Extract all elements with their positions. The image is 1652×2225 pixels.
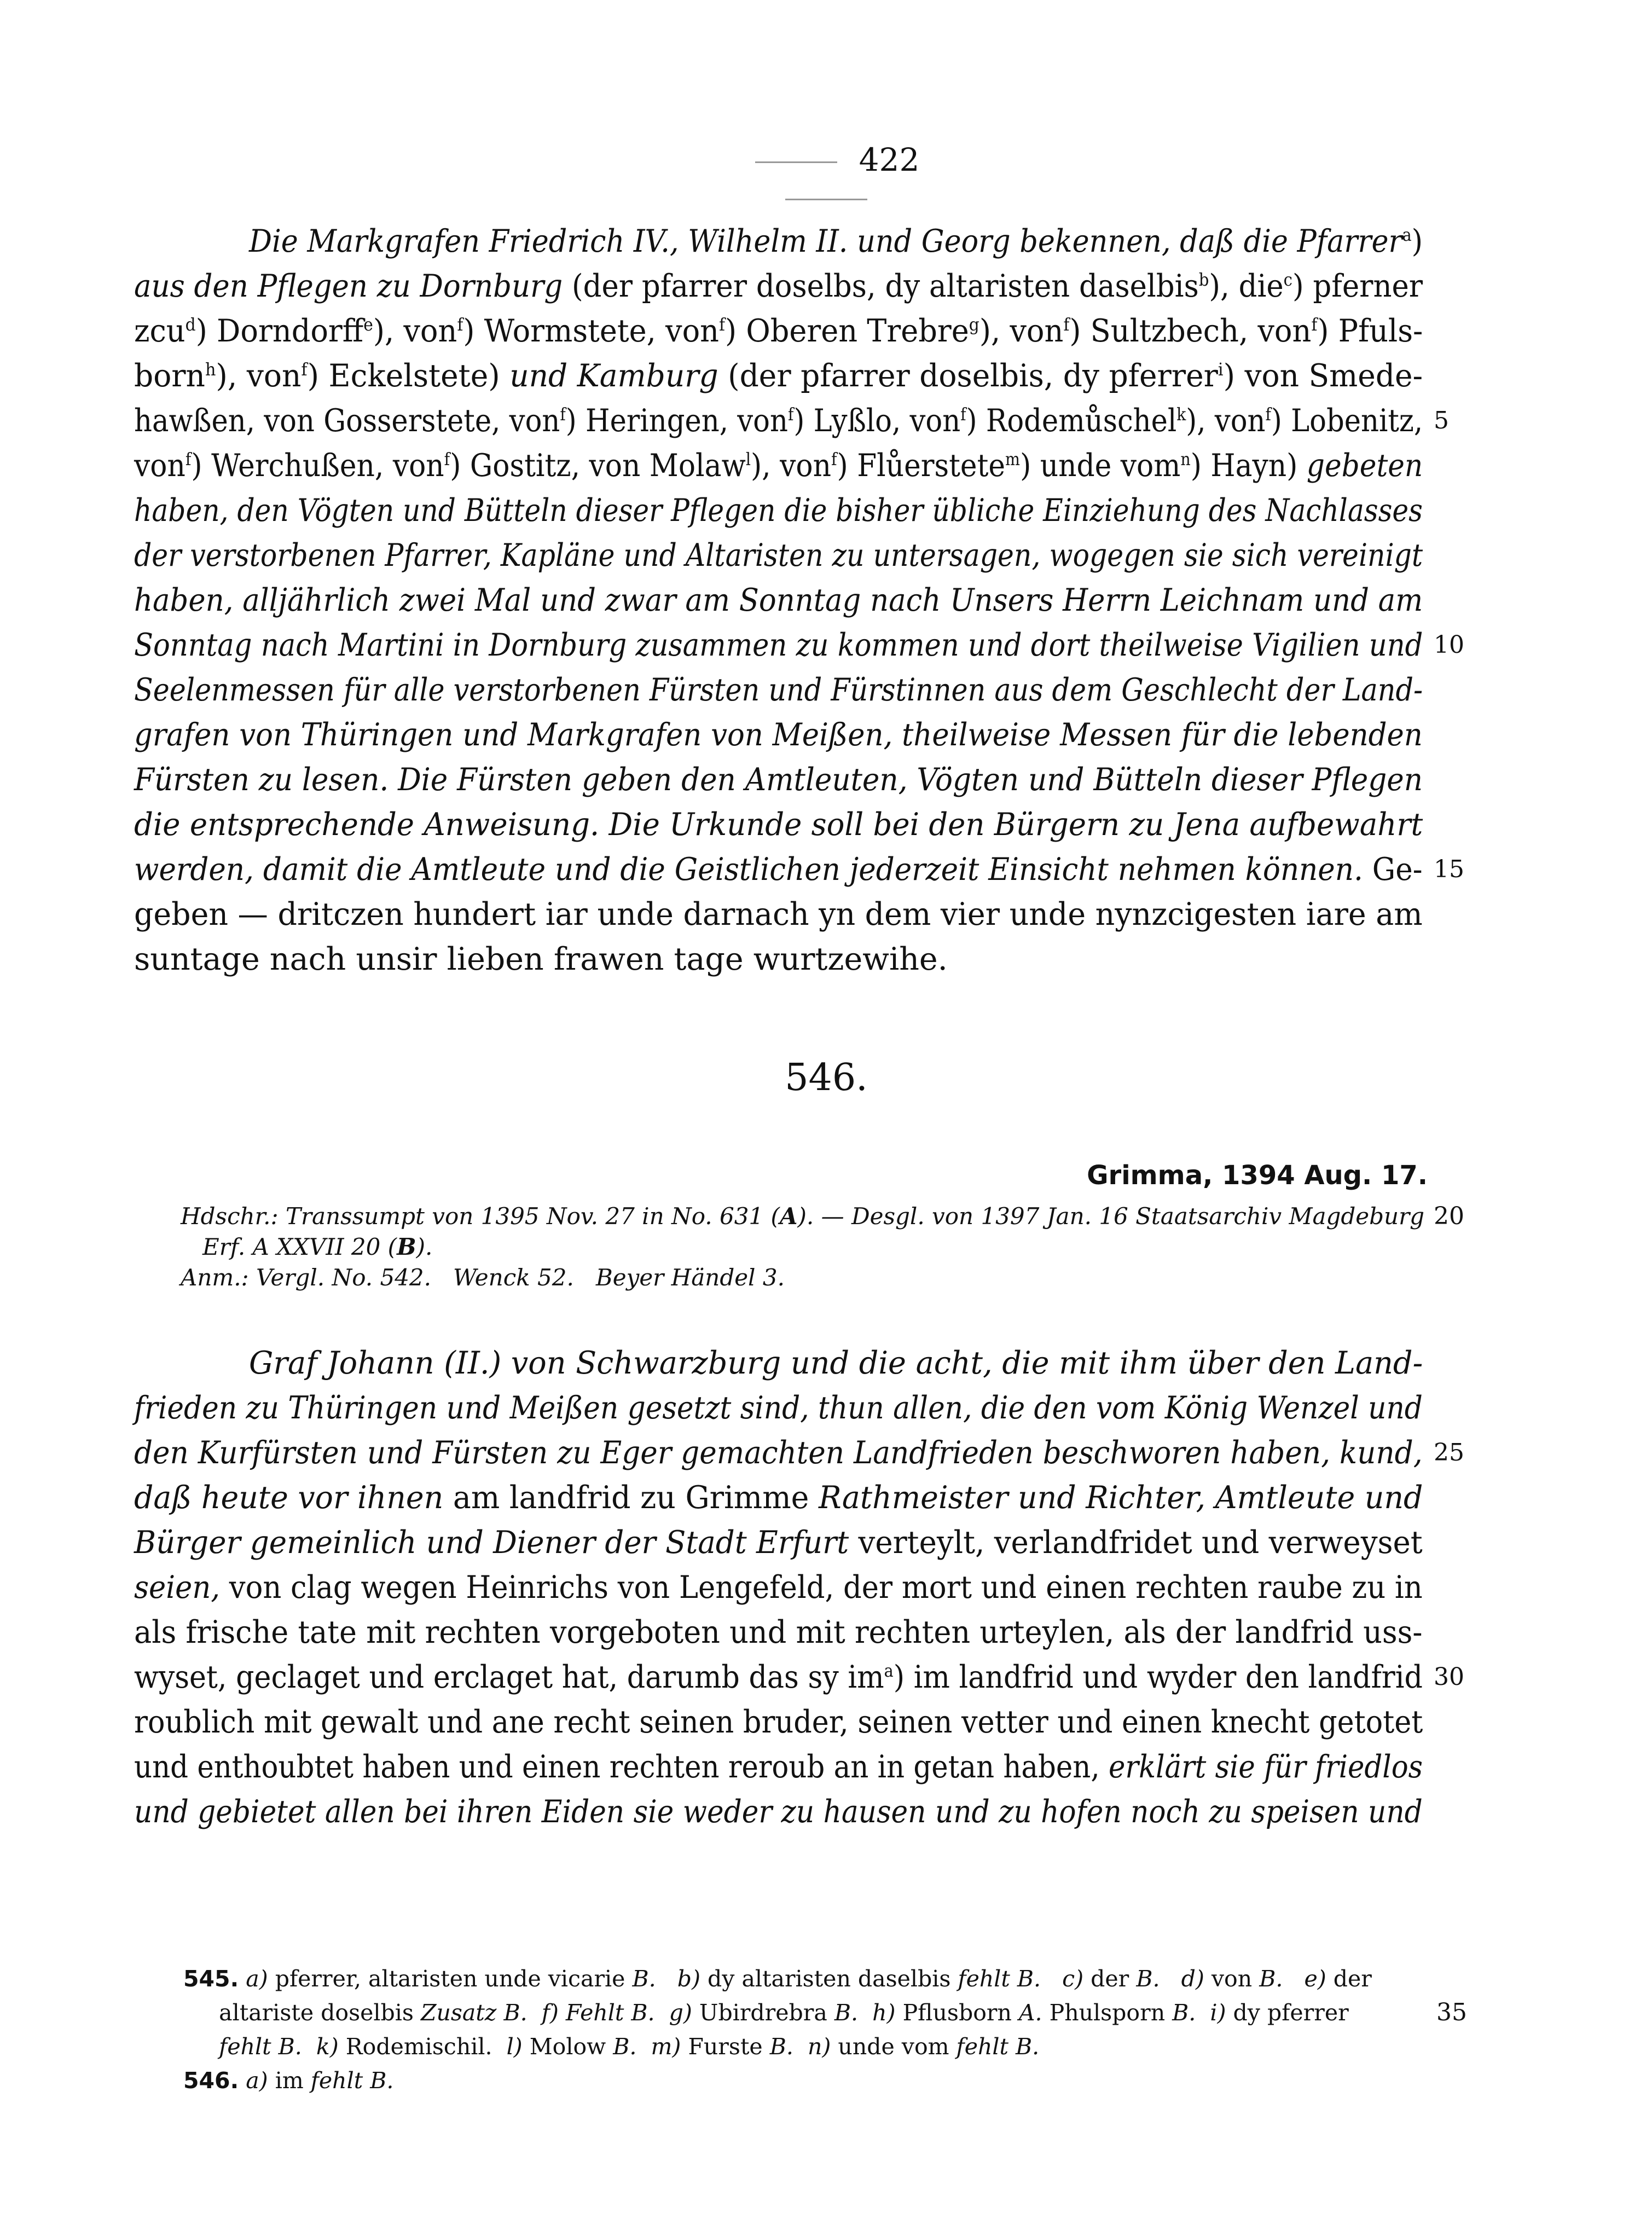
text-line: Die Markgrafen Friedrich IV., Wilhelm II. und Georg bekennen, daß die Pfarrer$^a$) [249, 223, 1423, 259]
text-line: born$^h$), von$^f$) Eckelstete) und Kamburg (der pfarrer doselbis, dy pferrer$^i$) von Smede- [134, 358, 1423, 394]
text-line: zcu$^d$) Dorndorff$^e$), von$^f$) Wormstete, von$^f$) Oberen Trebre$^g$), von$^f$) Sultzbech, von$^f$) Pfuls- [134, 313, 1423, 349]
text-line: der verstorbenen Pfarrer, Kapläne und Altaristen zu untersagen, wogegen sie sich vereinigt [134, 537, 1423, 573]
text-line: wyset, geclaget und erclaget hat, darumb das sy $im^a$) im landfrid und wyder den landfrid 30 [134, 1655, 1425, 1700]
text-line: aus den Pflegen zu Dornburg (der pfarrer doselbs, dy altaristen daselbis$^b$), die$^c$) pferner [134, 268, 1423, 304]
source-line: Anm.: Vergl. No. 542. Wenck 52. Beyer Händel 3. [181, 1264, 785, 1291]
text-line: seien, von clag wegen Heinrichs von Lengefeld, der mort und einen rechten raube zu in [134, 1569, 1423, 1606]
document-546-text [134, 1341, 1464, 1834]
line-number: 35 [1436, 1998, 1467, 2026]
text-line: die entsprechende Anweisung. Die Urkunde soll bei den Bürgern zu Jena aufbewahrt [134, 807, 1423, 843]
text-line: als frische tate mit rechten vorgeboten und mit rechten urteylen, als der landfrid uss- [134, 1614, 1423, 1650]
text-line: Graf Johann (II.) von Schwarzburg und die acht, die mit ihm über den Land- [249, 1345, 1423, 1381]
right-rule [785, 199, 867, 200]
footnote-line: fehlt B. k) Rodemischil. l) Molow B. m) Furste B. n) unde vom fehlt B. [219, 2033, 1040, 2060]
page-number-text: 422 [859, 141, 920, 178]
text-line: frieden zu Thüringen und Meißen gesetzt sind, thun allen, die den vom König Wenzel und [134, 1390, 1423, 1426]
footnotes [183, 1962, 1467, 2097]
page-number [689, 141, 963, 216]
dateline: Grimma, 1394 Aug. 17. [1087, 1160, 1428, 1191]
text-line: suntage nach unsir lieben frawen tage wurtzewihe. [134, 941, 948, 977]
text-line: geben — dritczen hundert iar unde darnach yn dem vier unde nynzcigesten iare am [134, 896, 1423, 932]
left-rule [755, 161, 837, 163]
text-line: Seelenmessen für alle verstorbenen Fürsten und Fürstinnen aus dem Geschlecht der Land- [134, 672, 1423, 708]
footnote-line: 546. a) im fehlt B. [183, 2067, 394, 2094]
footnote-line: altariste doselbis Zusatz B. f) Fehlt B. g) Ubirdrebra B. h) Pflusborn A. Phulsporn B. i) dy pferrer 35 [183, 1996, 1425, 2030]
document-545-text [134, 219, 1464, 982]
source-line: Hdschr.: Transsumpt von 1395 Nov. 27 in No. 631 (A). — Desgl. von 1397 Jan. 16 Staatsarchiv Magdeburg 20 [181, 1201, 1417, 1232]
line-number: 5 [1434, 407, 1449, 434]
text-line: den Kurfürsten und Fürsten zu Eger gemachten Landfrieden beschworen haben, kund, 25 [134, 1430, 1425, 1475]
footnote-line: 545. a) pferrer, altaristen unde vicarie B. b) dy altaristen daselbis fehlt B. c) der B. d) von B. e) der [183, 1966, 1372, 1992]
text-line: werden, damit die Amtleute und die Geistlichen jederzeit Einsicht nehmen können. Ge- 15 [134, 847, 1425, 892]
document-number: 546. [785, 1056, 868, 1099]
line-number: 15 [1434, 855, 1464, 883]
source-notes [181, 1201, 1464, 1293]
text-line: Bürger gemeinlich und Diener der Stadt Erfurt verteylt, verlandfridet und verweyset [134, 1525, 1423, 1561]
line-number: 10 [1434, 631, 1464, 659]
text-line: haben, den Vögten und Bütteln dieser Pflegen die bisher übliche Einziehung des Nachlasses [134, 492, 1423, 529]
source-line: Erf. A XXVII 20 (B). [181, 1233, 433, 1260]
text-line: daß heute vor ihnen am landfrid zu Grimme Rathmeister und Richter, Amtleute und [134, 1480, 1423, 1516]
line-number: 25 [1434, 1439, 1464, 1467]
text-line: und enthoubtet haben und einen rechten reroub an in getan haben, erklärt sie für friedlos [134, 1749, 1423, 1785]
text-line: von$^f$) Werchußen, von$^f$) Gostitz, von Molaw$^l$), von$^f$) Flůerstete$^m$) unde vom$^n$) Hayn) gebeten [134, 448, 1423, 484]
text-line: haben, alljährlich zwei Mal und zwar am Sonntag nach Unsers Herrn Leichnam und am [134, 582, 1423, 618]
line-number: 30 [1434, 1663, 1464, 1691]
text-line: grafen von Thüringen und Markgrafen von Meißen, theilweise Messen für die lebenden [134, 717, 1423, 753]
text-line: hawßen, von Gosserstete, von$^f$) Heringen, von$^f$) Lyßlo, von$^f$) Rodemůschel$^k$), von$^f$) Lobenitz, 5 [134, 398, 1425, 443]
text-line: roublich mit gewalt und ane recht seinen bruder, seinen vetter und einen knecht getotet [134, 1704, 1423, 1740]
line-number: 20 [1434, 1202, 1464, 1230]
text-line: und gebietet allen bei ihren Eiden sie weder zu hausen und zu hofen noch zu speisen und [134, 1794, 1423, 1830]
text-line: Sonntag nach Martini in Dornburg zusammen zu kommen und dort theilweise Vigilien und 10 [134, 623, 1425, 668]
text-line: Fürsten zu lesen. Die Fürsten geben den Amtleuten, Vögten und Bütteln dieser Pflegen [134, 762, 1423, 798]
